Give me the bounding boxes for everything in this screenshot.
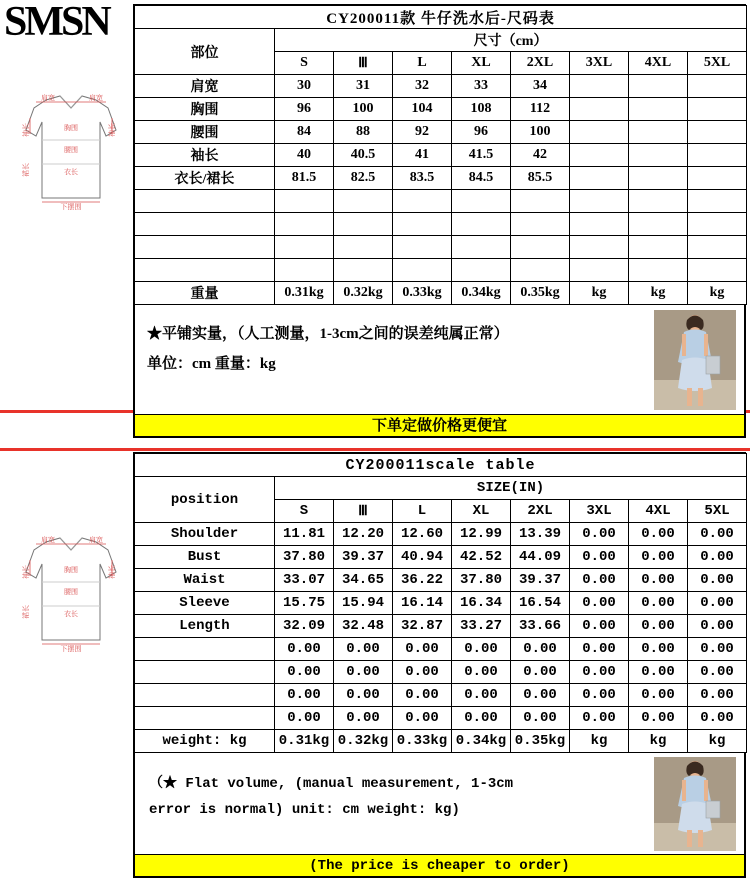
cell: 40 <box>275 144 334 167</box>
cell: 0.00 <box>629 523 688 546</box>
cell: 0.00 <box>452 638 511 661</box>
cell: 42 <box>511 144 570 167</box>
size-header-l: L <box>393 52 452 75</box>
cell: 100 <box>334 98 393 121</box>
table-row-empty <box>135 236 747 259</box>
garment-diagram-top <box>6 78 136 218</box>
svg-text:袖长: 袖长 <box>108 123 116 137</box>
note-line-1: （★ Flat volume, (manual measurement, 1-3cm <box>149 776 514 792</box>
cell: 34 <box>511 75 570 98</box>
cell: 0.32kg <box>334 282 393 305</box>
cell: 42.52 <box>452 546 511 569</box>
size-header-m: Ⅲ <box>334 52 393 75</box>
size-header-3xl: 3XL <box>570 500 629 523</box>
cell: kg <box>629 282 688 305</box>
cell: 0.00 <box>629 684 688 707</box>
cell: 12.60 <box>393 523 452 546</box>
cell <box>570 98 629 121</box>
cell: 0.00 <box>334 684 393 707</box>
cell <box>393 213 452 236</box>
size-header-4xl: 4XL <box>629 52 688 75</box>
cell <box>629 213 688 236</box>
cell <box>688 144 747 167</box>
cell <box>334 213 393 236</box>
cell <box>629 75 688 98</box>
garment-diagram-bottom <box>6 520 136 660</box>
cell: 0.35kg <box>511 282 570 305</box>
unit-header: 尺寸（cm） <box>275 29 747 52</box>
cell: 34.65 <box>334 569 393 592</box>
cell <box>511 236 570 259</box>
svg-text:袖长: 袖长 <box>22 565 30 579</box>
cell: 84.5 <box>452 167 511 190</box>
cell: 15.94 <box>334 592 393 615</box>
cell: 0.00 <box>393 684 452 707</box>
cell: kg <box>688 282 747 305</box>
cell <box>629 236 688 259</box>
size-header-xl: XL <box>452 500 511 523</box>
table-row-empty <box>135 259 747 282</box>
table-title-row <box>135 6 747 29</box>
cell <box>511 213 570 236</box>
cell <box>570 190 629 213</box>
cell: 0.35kg <box>511 730 570 753</box>
cell: 0.00 <box>570 615 629 638</box>
cell: 0.00 <box>452 707 511 730</box>
cell <box>570 213 629 236</box>
cell: 13.39 <box>511 523 570 546</box>
cell: 0.00 <box>570 638 629 661</box>
cell: 0.00 <box>334 707 393 730</box>
cell <box>275 236 334 259</box>
cell: 33.27 <box>452 615 511 638</box>
table-row <box>135 75 747 98</box>
row-label <box>135 684 275 707</box>
cell: 15.75 <box>275 592 334 615</box>
size-header-s: S <box>275 52 334 75</box>
row-label: Sleeve <box>135 592 275 615</box>
cell: 0.34kg <box>452 282 511 305</box>
cell <box>275 213 334 236</box>
svg-text:下摆围: 下摆围 <box>60 645 82 653</box>
product-photo-bottom <box>654 757 736 851</box>
svg-text:腰围: 腰围 <box>64 588 78 596</box>
cell <box>570 167 629 190</box>
cell: 41.5 <box>452 144 511 167</box>
cell: 37.80 <box>452 569 511 592</box>
row-label: 腰围 <box>135 121 275 144</box>
size-header-3xl: 3XL <box>570 52 629 75</box>
cell: 104 <box>393 98 452 121</box>
row-label <box>135 661 275 684</box>
size-header-m: Ⅲ <box>334 500 393 523</box>
cell <box>629 144 688 167</box>
cell <box>334 236 393 259</box>
svg-text:肩宽: 肩宽 <box>89 94 103 102</box>
svg-text:下摆围: 下摆围 <box>60 203 82 211</box>
cell: 16.34 <box>452 592 511 615</box>
svg-text:肩宽: 肩宽 <box>41 94 55 102</box>
position-header: position <box>135 477 275 523</box>
section-divider-2 <box>0 448 750 451</box>
cell: 0.00 <box>570 661 629 684</box>
cell: 0.00 <box>570 569 629 592</box>
cell: 0.00 <box>511 707 570 730</box>
cell: 32.48 <box>334 615 393 638</box>
cell <box>570 259 629 282</box>
cell: 0.00 <box>629 707 688 730</box>
cell: 0.00 <box>393 707 452 730</box>
cell: 0.00 <box>688 569 747 592</box>
cell: 0.00 <box>393 638 452 661</box>
cell <box>511 259 570 282</box>
cell: 36.22 <box>393 569 452 592</box>
cell: 33 <box>452 75 511 98</box>
cell: 112 <box>511 98 570 121</box>
cell: kg <box>629 730 688 753</box>
cell <box>629 259 688 282</box>
cell: 12.20 <box>334 523 393 546</box>
measurement-note-en <box>134 753 745 855</box>
cell: 96 <box>452 121 511 144</box>
brand-logo: SMSN <box>4 0 109 45</box>
table-title: CY200011款 牛仔洗水后-尺码表 <box>135 6 747 29</box>
size-header-2xl: 2XL <box>511 500 570 523</box>
cell: 0.31kg <box>275 282 334 305</box>
size-header-5xl: 5XL <box>688 52 747 75</box>
row-label <box>135 707 275 730</box>
row-label: 衣长/裙长 <box>135 167 275 190</box>
measurement-note-cn <box>134 305 745 415</box>
row-label: 胸围 <box>135 98 275 121</box>
cell: 31 <box>334 75 393 98</box>
table-row <box>135 638 747 661</box>
cell <box>452 190 511 213</box>
cell: 39.37 <box>334 546 393 569</box>
cell: 88 <box>334 121 393 144</box>
cell: 100 <box>511 121 570 144</box>
table-row-empty <box>135 190 747 213</box>
cell <box>393 190 452 213</box>
row-label <box>135 213 275 236</box>
svg-text:裙长: 裙长 <box>22 605 30 619</box>
cell <box>570 121 629 144</box>
svg-text:衣长: 衣长 <box>64 610 78 618</box>
cell: 39.37 <box>511 569 570 592</box>
cell: 37.80 <box>275 546 334 569</box>
cell <box>629 98 688 121</box>
cell: 0.00 <box>511 638 570 661</box>
cell: 0.00 <box>629 569 688 592</box>
table-weight-row <box>135 282 747 305</box>
cell: 30 <box>275 75 334 98</box>
cell: 0.00 <box>334 661 393 684</box>
table-row <box>135 144 747 167</box>
cell: 0.00 <box>688 707 747 730</box>
row-label: 肩宽 <box>135 75 275 98</box>
table-row <box>135 523 747 546</box>
svg-text:胸围: 胸围 <box>64 566 78 574</box>
cell <box>570 144 629 167</box>
cell: 0.00 <box>570 684 629 707</box>
table-row <box>135 661 747 684</box>
table-row <box>135 98 747 121</box>
cell <box>393 259 452 282</box>
cell: 92 <box>393 121 452 144</box>
unit-header: SIZE(IN) <box>275 477 747 500</box>
cell <box>629 121 688 144</box>
cell: 0.33kg <box>393 282 452 305</box>
cell: 44.09 <box>511 546 570 569</box>
cell <box>688 121 747 144</box>
table-unit-row <box>135 29 747 52</box>
table-unit-row <box>135 477 747 500</box>
cell: 40.5 <box>334 144 393 167</box>
cell <box>275 190 334 213</box>
product-photo-top <box>654 310 736 410</box>
cell: 12.99 <box>452 523 511 546</box>
size-header-2xl: 2XL <box>511 52 570 75</box>
cell: 108 <box>452 98 511 121</box>
cell: 0.00 <box>688 638 747 661</box>
table-title: CY200011scale table <box>135 454 747 477</box>
cell <box>570 75 629 98</box>
cell <box>452 259 511 282</box>
cell: 0.00 <box>688 546 747 569</box>
cell: 0.00 <box>452 684 511 707</box>
cell: 85.5 <box>511 167 570 190</box>
cell: 0.00 <box>334 638 393 661</box>
table-row <box>135 615 747 638</box>
cell: 0.00 <box>629 615 688 638</box>
note-line-2: 单位：cm 重量：kg <box>147 356 276 372</box>
table-row <box>135 546 747 569</box>
cell <box>511 190 570 213</box>
svg-text:裙长: 裙长 <box>22 163 30 177</box>
cell <box>334 190 393 213</box>
cell: 0.00 <box>275 661 334 684</box>
cell: 0.00 <box>688 592 747 615</box>
row-label: Length <box>135 615 275 638</box>
size-header-4xl: 4XL <box>629 500 688 523</box>
cell <box>688 236 747 259</box>
cell <box>393 236 452 259</box>
cell: 0.00 <box>688 684 747 707</box>
row-label: Shoulder <box>135 523 275 546</box>
cell: 0.00 <box>570 546 629 569</box>
cell: 0.34kg <box>452 730 511 753</box>
weight-label: 重量 <box>135 282 275 305</box>
cell: 0.00 <box>688 615 747 638</box>
svg-text:袖长: 袖长 <box>22 123 30 137</box>
row-label: 袖长 <box>135 144 275 167</box>
svg-text:衣长: 衣长 <box>64 168 78 176</box>
table-weight-row <box>135 730 747 753</box>
cell: 0.00 <box>688 523 747 546</box>
table-row <box>135 121 747 144</box>
note-line-2: error is normal) unit: cm weight: kg) <box>149 802 460 818</box>
cell: 32.87 <box>393 615 452 638</box>
cell: kg <box>570 282 629 305</box>
cell <box>688 75 747 98</box>
cell: 0.00 <box>452 661 511 684</box>
size-table-cn <box>133 4 746 438</box>
svg-text:肩宽: 肩宽 <box>41 536 55 544</box>
cell: 0.00 <box>275 638 334 661</box>
cell <box>688 190 747 213</box>
table-row <box>135 707 747 730</box>
table-row <box>135 684 747 707</box>
cell: 0.31kg <box>275 730 334 753</box>
size-header-l: L <box>393 500 452 523</box>
cell <box>570 236 629 259</box>
cell: 82.5 <box>334 167 393 190</box>
position-header: 部位 <box>135 29 275 75</box>
table-row-empty <box>135 213 747 236</box>
cell: 32 <box>393 75 452 98</box>
cell: 16.14 <box>393 592 452 615</box>
cell: 96 <box>275 98 334 121</box>
order-banner-en[interactable]: (The price is cheaper to order) <box>134 855 745 877</box>
cell <box>334 259 393 282</box>
cell: 0.00 <box>688 661 747 684</box>
cell <box>452 236 511 259</box>
cell: 0.00 <box>570 707 629 730</box>
cell: 83.5 <box>393 167 452 190</box>
cell: 0.00 <box>275 684 334 707</box>
cell: 0.00 <box>275 707 334 730</box>
cell <box>629 190 688 213</box>
cell: 0.00 <box>629 661 688 684</box>
cell: 0.33kg <box>393 730 452 753</box>
cell: 0.00 <box>511 684 570 707</box>
cell: 0.00 <box>570 592 629 615</box>
cell <box>688 259 747 282</box>
size-header-5xl: 5XL <box>688 500 747 523</box>
cell: 0.00 <box>629 546 688 569</box>
order-banner-cn[interactable]: 下单定做价格更便宜 <box>134 415 745 437</box>
weight-label: weight: kg <box>135 730 275 753</box>
cell: 84 <box>275 121 334 144</box>
cell <box>452 213 511 236</box>
cell: 0.00 <box>570 523 629 546</box>
cell: kg <box>570 730 629 753</box>
cell: 11.81 <box>275 523 334 546</box>
size-header-xl: XL <box>452 52 511 75</box>
cell: 0.32kg <box>334 730 393 753</box>
row-label: Bust <box>135 546 275 569</box>
cell <box>688 167 747 190</box>
cell: 81.5 <box>275 167 334 190</box>
cell <box>688 213 747 236</box>
cell <box>629 167 688 190</box>
cell: 40.94 <box>393 546 452 569</box>
row-label <box>135 236 275 259</box>
cell: 16.54 <box>511 592 570 615</box>
cell: kg <box>688 730 747 753</box>
cell: 32.09 <box>275 615 334 638</box>
row-label <box>135 259 275 282</box>
cell <box>275 259 334 282</box>
cell <box>688 98 747 121</box>
cell: 33.66 <box>511 615 570 638</box>
table-title-row <box>135 454 747 477</box>
cell: 41 <box>393 144 452 167</box>
size-header-s: S <box>275 500 334 523</box>
cell: 0.00 <box>511 661 570 684</box>
size-table-en <box>133 452 746 878</box>
svg-text:肩宽: 肩宽 <box>89 536 103 544</box>
svg-text:胸围: 胸围 <box>64 124 78 132</box>
table-row <box>135 569 747 592</box>
row-label <box>135 638 275 661</box>
svg-text:袖长: 袖长 <box>108 565 116 579</box>
cell: 0.00 <box>393 661 452 684</box>
cell: 33.07 <box>275 569 334 592</box>
row-label: Waist <box>135 569 275 592</box>
row-label <box>135 190 275 213</box>
cell: 0.00 <box>629 592 688 615</box>
cell: 0.00 <box>629 638 688 661</box>
table-row <box>135 592 747 615</box>
table-row <box>135 167 747 190</box>
note-line-1: ★平铺实量，（人工测量，1-3cm之间的误差纯属正常） <box>147 326 509 342</box>
svg-text:腰围: 腰围 <box>64 146 78 154</box>
